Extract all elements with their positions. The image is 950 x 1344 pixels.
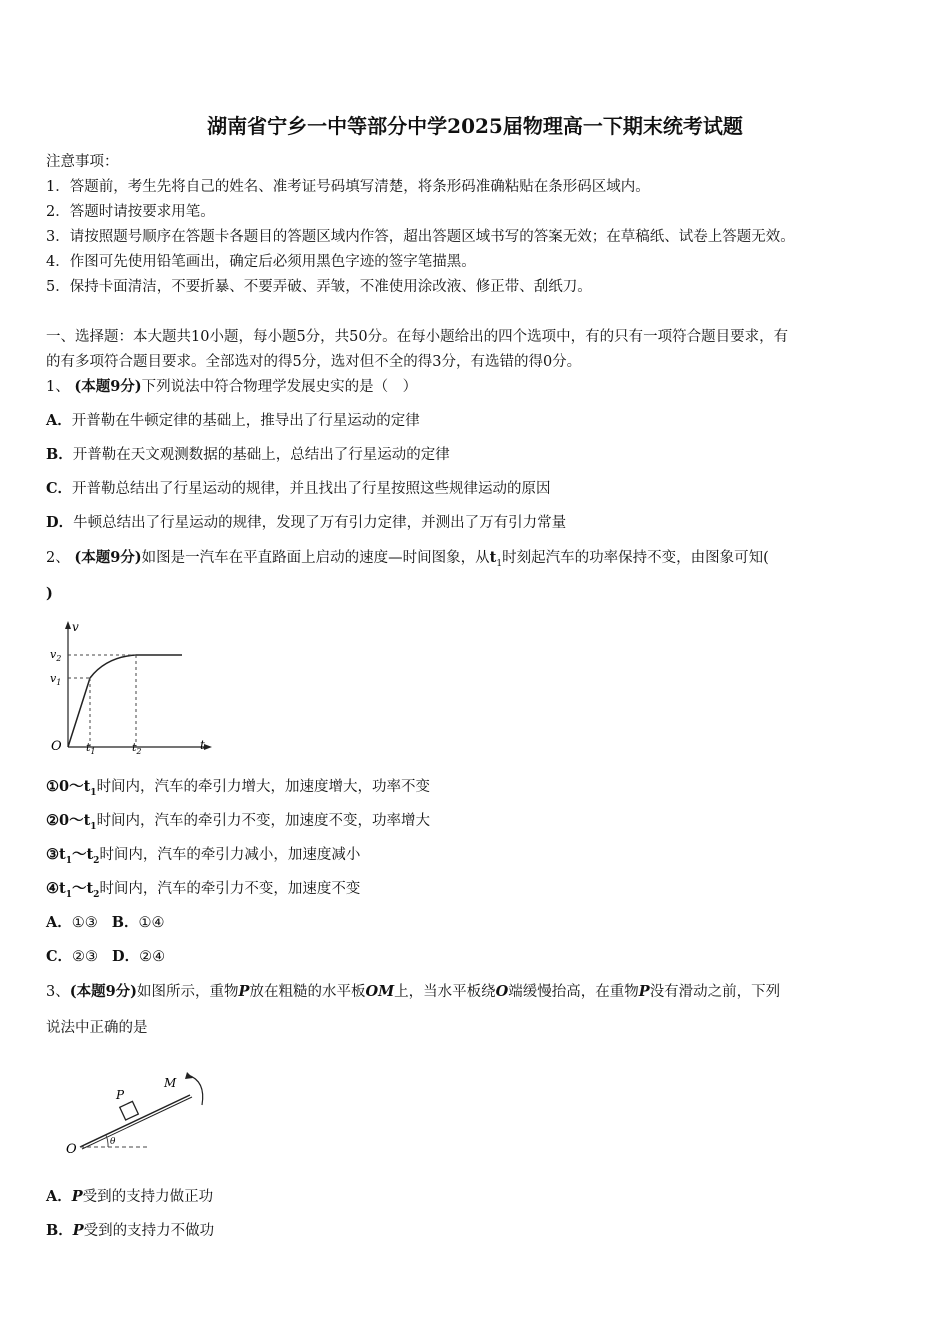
question-3-stem-line2: 说法中正确的是: [46, 1020, 148, 1036]
option-label: B．: [46, 446, 73, 463]
option-text: 牛顿总结出了行星运动的规律，发现了万有引力定律，并测出了万有引力常量: [73, 515, 567, 531]
page-title: 湖南省宁乡一中等部分中学2025届物理高一下期末统考试题: [207, 114, 743, 138]
origin-label: O: [51, 739, 62, 754]
question-score: (本题9分): [74, 549, 142, 566]
section-instructions-line2: 的有多项符合题目要求。全部选对的得5分，选对但不全的得3分，有选错的得0分。: [46, 354, 582, 370]
question-1-stem: [46, 377, 417, 397]
v2-label: $v_2$: [50, 648, 62, 663]
block-p: [120, 1101, 139, 1120]
y-axis-label: v: [72, 620, 79, 634]
question-3-stem: 3、(本题9分)如图所示，重物P放在粗糙的水平板OM上，当水平板绕O端缓慢抬高，在重物P没有滑动之前，下列: [46, 983, 781, 1000]
option-text: 开普勒在牛顿定律的基础上，推导出了行星运动的定律: [71, 413, 420, 429]
rotation-arrow-head: [185, 1072, 193, 1079]
question-score: (本题9分): [69, 983, 138, 1000]
x-axis-label: t: [200, 738, 205, 752]
question-text: 如图是一汽车在平直路面上启动的速度—时间图象，从: [141, 550, 490, 566]
option-c: [46, 479, 551, 499]
question-text: 下列说法中符合物理学发展史实的是（ ）: [141, 379, 418, 395]
t1-label: $t_1$: [86, 741, 96, 756]
notice-item: 4．作图可先使用铅笔画出，确定后必须用黑色字迹的签字笔描黑。: [46, 254, 476, 270]
rotation-arrow: [188, 1075, 203, 1105]
statement-1: $①0\sim t_1$时间内，汽车的牵引力增大，加速度增大，功率不变: [46, 778, 431, 798]
x-axis-arrow: [204, 744, 212, 750]
question-2-options-ab: A．①③ B．①④: [46, 914, 165, 931]
option-d: [46, 513, 566, 533]
question-number: 2、: [46, 550, 70, 566]
section-instructions-line1: 一、选择题：本大题共10小题，每小题5分，共50分。在每小题给出的四个选项中，有的只有一项符合题目要求，有: [46, 329, 789, 345]
question-2-stem: 2、 (本题9分)如图是一汽车在平直路面上启动的速度—时间图象，从$t_1$时刻起汽车的功率保持不变，由图象可知(: [46, 549, 769, 569]
v1-label: $v_1$: [50, 672, 62, 687]
question-score: (本题9分): [74, 378, 142, 395]
t2-label: $t_2$: [132, 741, 142, 756]
option-text: 开普勒在天文观测数据的基础上，总结出了行星运动的定律: [72, 447, 450, 463]
velocity-curve: [68, 655, 182, 747]
y-axis-arrow: [65, 621, 71, 629]
question-2-options-cd: C．②③ D．②④: [46, 948, 166, 965]
option-text: 开普勒总结出了行星运动的规律，并且找出了行星按照这些规律运动的原因: [72, 481, 551, 497]
board-om: [80, 1095, 190, 1147]
option-label: C．: [46, 480, 73, 497]
question-number: 3、: [46, 984, 70, 1000]
statement-3: $③t_1\sim t_2$时间内，汽车的牵引力减小，加速度减小: [46, 846, 361, 866]
option-label: D．: [46, 514, 74, 531]
question-2-stem-close: ): [46, 585, 53, 602]
option-a: A．P受到的支持力做正功: [46, 1188, 214, 1205]
option-label: A．: [46, 412, 72, 429]
question-number: 1、: [46, 379, 70, 395]
option-a: [46, 411, 420, 431]
notice-item: 2．答题时请按要求用笔。: [46, 204, 215, 220]
velocity-time-graph: [46, 615, 221, 760]
statement-4: $④t_1\sim t_2$时间内，汽车的牵引力不变，加速度不变: [46, 880, 361, 900]
notice-heading: 注意事项：: [46, 154, 119, 170]
notice-item: 1．答题前，考生先将自己的姓名、准考证号码填写清楚，将条形码准确粘贴在条形码区域内。: [46, 179, 650, 195]
statement-2: $②0\sim t_1$时间内，汽车的牵引力不变，加速度不变，功率增大: [46, 812, 431, 832]
label-o: O: [66, 1142, 77, 1157]
label-m: M: [164, 1076, 177, 1090]
board-om-edge: [82, 1097, 192, 1149]
label-p: P: [116, 1088, 125, 1102]
label-theta: θ: [110, 1137, 116, 1147]
option-b: [46, 445, 450, 465]
notice-item: 5．保持卡面清洁，不要折暴、不要弄破、弄皱，不准使用涂改液、修正带、刮纸刀。: [46, 279, 592, 295]
incline-figure: [60, 1065, 220, 1160]
notice-item: 3．请按照题号顺序在答题卡各题目的答题区域内作答，超出答题区域书写的答案无效；在草稿纸、试卷上答题无效。: [46, 229, 795, 245]
option-b: B．P受到的支持力不做功: [46, 1222, 215, 1239]
